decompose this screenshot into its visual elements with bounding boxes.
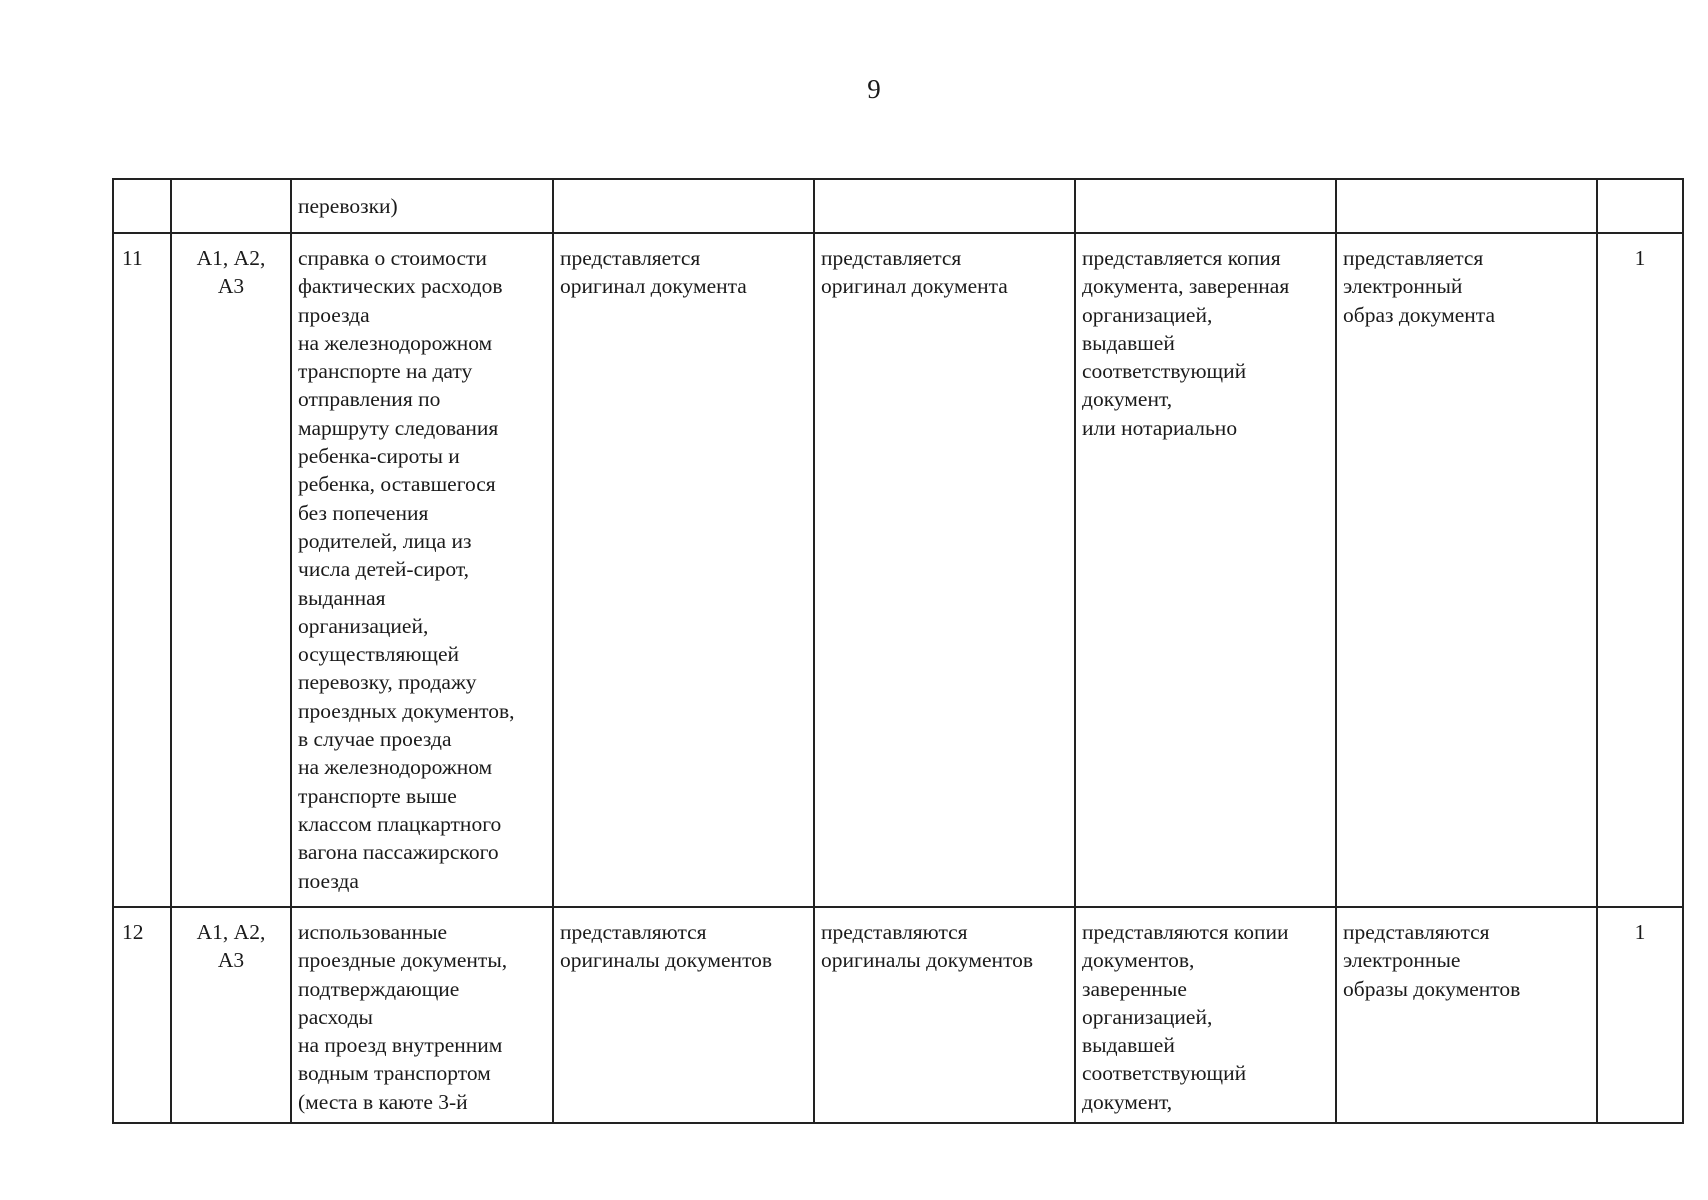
submission-electronic-cell: представляется электронный образ документа [1336, 233, 1597, 907]
submission-copy-cell [1075, 179, 1336, 233]
submission-copy-cell: представляется копия документа, заверенная организацией, выдавшей соответствующий документ, или нотариально [1075, 233, 1336, 907]
table-row [113, 233, 1683, 907]
applicant-category-cell [171, 179, 291, 233]
quantity-cell: 1 [1597, 233, 1683, 907]
submission-original-alt-cell: представляются оригиналы документов [814, 907, 1075, 1123]
submission-original-cell [553, 179, 814, 233]
row-number-cell: 11 [113, 233, 171, 907]
submission-original-cell: представляются оригиналы документов [553, 907, 814, 1123]
submission-original-alt-cell [814, 179, 1075, 233]
quantity-cell [1597, 179, 1683, 233]
row-number-cell: 12 [113, 907, 171, 1123]
submission-copy-cell: представляются копии документов, заверенные организацией, выдавшей соответствующий документ, [1075, 907, 1336, 1123]
submission-electronic-cell: представляются электронные образы документов [1336, 907, 1597, 1123]
row-number-cell [113, 179, 171, 233]
documents-table [112, 178, 1684, 1124]
document-name-cell: использованные проездные документы, подтверждающие расходы на проезд внутренним водным транспортом (места в каюте 3-й [291, 907, 553, 1123]
applicant-category-cell: А1, А2, А3 [171, 907, 291, 1123]
table-row [113, 179, 1683, 233]
submission-electronic-cell [1336, 179, 1597, 233]
applicant-category-cell: А1, А2, А3 [171, 233, 291, 907]
document-name-cell: справка о стоимости фактических расходов проезда на железнодорожном транспорте на дату отправления по маршруту следования ребенка-сироты и ребенка, оставшегося без попечения родителей, лица из числа детей-сирот, выданная организацией, осуществляющей перевозку, продажу проездных документов, в случае проезда на железнодорожном транспорте выше классом плацкартного вагона пассажирского поезда [291, 233, 553, 907]
submission-original-alt-cell: представляется оригинал документа [814, 233, 1075, 907]
page-number: 9 [867, 74, 881, 104]
quantity-cell: 1 [1597, 907, 1683, 1123]
document-name-cell: перевозки) [291, 179, 553, 233]
submission-original-cell: представляется оригинал документа [553, 233, 814, 907]
table-row [113, 907, 1683, 1123]
